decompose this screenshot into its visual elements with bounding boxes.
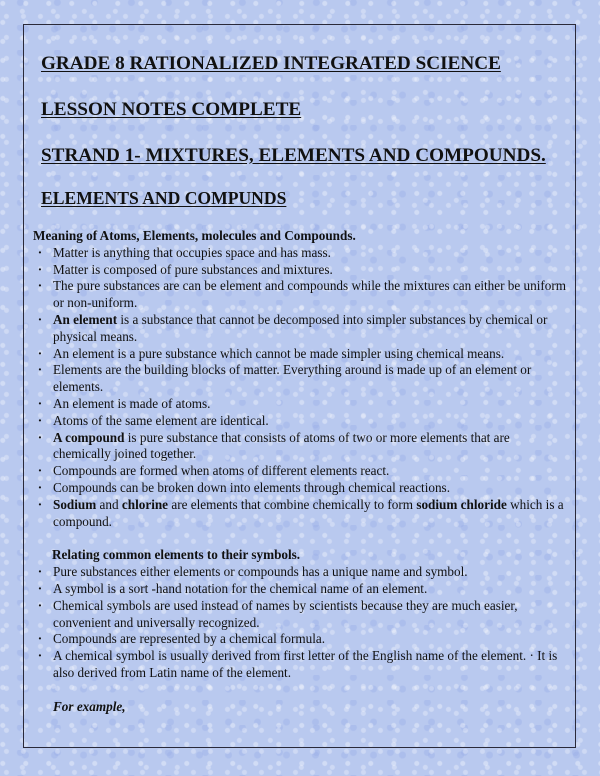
- bullet-icon: ·: [37, 463, 43, 479]
- bullet-icon: ·: [37, 597, 43, 613]
- lesson-content: [33, 228, 568, 729]
- bullet-item: [33, 598, 568, 632]
- bullet-text: are elements that combine chemically to form: [168, 496, 417, 512]
- bullet-text: Chemical symbols are used instead of names by scientists because they are much easier, convenient and universally recognized.: [53, 597, 518, 630]
- bullet-bold-sodium: Sodium: [53, 496, 97, 512]
- bullet-item: [33, 497, 568, 531]
- section-heading-symbols: Relating common elements to their symbols.: [52, 547, 301, 563]
- bullet-icon: ·: [37, 429, 43, 445]
- bullet-text: Compounds can be broken down into elements through chemical reactions.: [53, 479, 450, 495]
- title-lesson-notes: LESSON NOTES COMPLETE: [41, 99, 302, 120]
- bullet-item: [33, 278, 568, 312]
- bullet-item: [33, 396, 568, 413]
- bullet-list-meaning: [33, 245, 568, 531]
- bullet-list-symbols: [33, 564, 568, 682]
- bullet-icon: ·: [37, 648, 43, 664]
- bullet-item: [33, 463, 568, 480]
- title-topic: ELEMENTS AND COMPUNDS: [41, 188, 287, 208]
- title-strand: STRAND 1- MIXTURES, ELEMENTS AND COMPOUNDS.: [41, 145, 546, 166]
- bullet-text: Matter is composed of pure substances and mixtures.: [53, 261, 333, 277]
- bullet-item: [33, 648, 568, 682]
- bullet-item: [33, 312, 568, 346]
- bullet-item: [33, 631, 568, 648]
- bullet-icon: ·: [37, 278, 43, 294]
- bullet-icon: ·: [37, 261, 43, 277]
- bullet-icon: ·: [37, 244, 43, 260]
- bullet-icon: ·: [37, 496, 43, 512]
- bullet-icon: ·: [37, 395, 43, 411]
- example-label: For example,: [53, 698, 126, 714]
- bullet-item: [33, 581, 568, 598]
- bullet-text: An element is a pure substance which cannot be made simpler using chemical means.: [53, 345, 505, 361]
- bullet-item: [33, 413, 568, 430]
- bullet-bold-term: An element: [53, 311, 118, 327]
- bullet-bold-sodium-chloride: sodium chloride: [416, 496, 507, 512]
- bullet-text: Matter is anything that occupies space and has mass.: [53, 244, 331, 260]
- bullet-text: A symbol is a sort -hand notation for the chemical name of an element.: [53, 580, 428, 596]
- bullet-item: [33, 245, 568, 262]
- bullet-item: [33, 480, 568, 497]
- bullet-item: [33, 362, 568, 396]
- bullet-text: and: [96, 496, 122, 512]
- bullet-bold-term: A compound: [53, 429, 125, 445]
- bullet-icon: ·: [37, 362, 43, 378]
- bullet-icon: ·: [37, 479, 43, 495]
- section-heading-meaning: Meaning of Atoms, Elements, molecules and Compounds.: [33, 228, 356, 243]
- bullet-text: is a substance that cannot be decomposed into simpler substances by chemical or physical means.: [53, 311, 548, 344]
- bullet-text: Elements are the building blocks of matter. Everything around is made up of an element or elements.: [53, 362, 532, 395]
- bullet-text: Compounds are represented by a chemical formula.: [53, 631, 326, 647]
- bullet-item: [33, 430, 568, 464]
- bullet-item: [33, 564, 568, 581]
- title-grade: GRADE 8 RATIONALIZED INTEGRATED SCIENCE: [41, 53, 501, 74]
- bullet-item: [33, 262, 568, 279]
- bullet-text: The pure substances are can be element and compounds while the mixtures can either be uniform or non-uniform.: [53, 278, 567, 311]
- bullet-text: An element is made of atoms.: [53, 395, 211, 411]
- bullet-bold-chlorine: chlorine: [121, 496, 169, 512]
- bullet-icon: ·: [37, 580, 43, 596]
- bullet-text: Compounds are formed when atoms of different elements react.: [53, 463, 390, 479]
- bullet-text: A chemical symbol is usually derived from first letter of the English name of the element. · It is also derived from Latin name of the element.: [53, 648, 558, 680]
- section-spacer: [33, 530, 568, 547]
- bullet-icon: ·: [37, 564, 43, 580]
- bullet-text: Atoms of the same element are identical.: [53, 412, 269, 428]
- bullet-text: which is a compound.: [53, 496, 564, 529]
- bullet-icon: ·: [37, 412, 43, 428]
- bullet-icon: ·: [37, 345, 43, 361]
- bullet-icon: ·: [37, 311, 43, 327]
- bullet-item: [33, 346, 568, 363]
- bullet-text: Pure substances either elements or compounds has a unique name and symbol.: [53, 564, 468, 580]
- bullet-text: is pure substance that consists of atoms of two or more elements that are chemically joined together.: [53, 429, 510, 462]
- bullet-icon: ·: [37, 631, 43, 647]
